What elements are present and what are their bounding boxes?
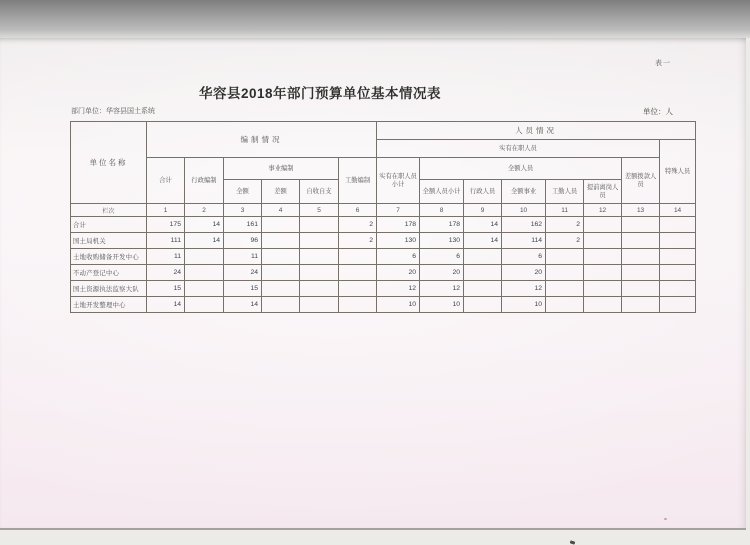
data-cell xyxy=(300,281,339,297)
data-cell: 2 xyxy=(546,233,584,249)
data-cell xyxy=(339,249,377,265)
data-cell: 15 xyxy=(147,281,185,297)
data-cell xyxy=(464,297,502,313)
column-number-cell: 3 xyxy=(224,204,262,217)
column-number-cell: 13 xyxy=(622,204,660,217)
data-cell: 12 xyxy=(420,281,464,297)
data-cell: 14 xyxy=(464,217,502,233)
header-total: 合计 xyxy=(147,158,185,204)
header-partial-funding-staff: 差额拨款人员 xyxy=(622,158,660,204)
header-active-staff-group: 实有在职人员 xyxy=(377,140,660,158)
data-cell: 130 xyxy=(377,233,420,249)
data-cell xyxy=(185,249,224,265)
header-logistics-establishment: 工勤编制 xyxy=(339,158,377,204)
column-number-cell: 10 xyxy=(502,204,546,217)
scan-speck xyxy=(664,518,667,520)
page-title: 华容县2018年部门预算单位基本情况表 xyxy=(198,86,442,101)
data-cell xyxy=(185,265,224,281)
scanner-background-band xyxy=(0,0,750,38)
data-cell: 178 xyxy=(377,217,420,233)
data-cell: 11 xyxy=(147,249,185,265)
data-cell: 20 xyxy=(502,265,546,281)
row-name-cell: 国土资源执法监察大队 xyxy=(71,281,147,297)
data-cell xyxy=(660,233,696,249)
data-cell xyxy=(464,281,502,297)
data-cell xyxy=(660,297,696,313)
data-cell xyxy=(464,249,502,265)
column-number-cell: 7 xyxy=(377,204,420,217)
row-name-cell: 合计 xyxy=(71,217,147,233)
data-cell xyxy=(584,217,622,233)
data-cell: 6 xyxy=(377,249,420,265)
header-active-staff-subtotal: 实有在职人员小计 xyxy=(377,158,420,204)
data-cell xyxy=(339,297,377,313)
data-cell: 24 xyxy=(224,265,262,281)
data-cell xyxy=(546,281,584,297)
data-cell: 130 xyxy=(420,233,464,249)
data-cell xyxy=(584,249,622,265)
header-institution-establishment: 事业编制 xyxy=(224,158,339,180)
data-cell: 15 xyxy=(224,281,262,297)
data-cell: 14 xyxy=(147,297,185,313)
data-cell: 14 xyxy=(224,297,262,313)
page-number-mark: 表一 xyxy=(655,60,671,67)
data-cell xyxy=(339,265,377,281)
column-number-cell: 4 xyxy=(262,204,300,217)
data-cell xyxy=(546,265,584,281)
column-number-cell: 12 xyxy=(584,204,622,217)
row-name-cell: 不动产登记中心 xyxy=(71,265,147,281)
data-cell xyxy=(660,217,696,233)
column-number-cell: 2 xyxy=(185,204,224,217)
data-cell: 6 xyxy=(502,249,546,265)
data-cell: 14 xyxy=(464,233,502,249)
data-cell xyxy=(262,281,300,297)
data-cell xyxy=(622,233,660,249)
table-row xyxy=(71,297,696,313)
data-cell: 20 xyxy=(420,265,464,281)
numbering-row xyxy=(71,204,696,217)
data-cell xyxy=(622,217,660,233)
header-partial-funding: 差额 xyxy=(262,180,300,204)
header-special-staff: 特殊人员 xyxy=(660,140,696,204)
column-number-cell: 1 xyxy=(147,204,185,217)
lane-label-cell: 栏次 xyxy=(71,204,147,217)
column-number-cell: 6 xyxy=(339,204,377,217)
data-cell xyxy=(622,265,660,281)
data-cell xyxy=(262,265,300,281)
data-cell: 2 xyxy=(339,233,377,249)
header-self-supporting: 自收自支 xyxy=(300,180,339,204)
department-note: 部门单位：华容县国土系统 xyxy=(71,108,155,115)
data-cell xyxy=(546,297,584,313)
data-cell: 178 xyxy=(420,217,464,233)
data-cell xyxy=(300,249,339,265)
data-cell xyxy=(185,297,224,313)
data-cell: 14 xyxy=(185,233,224,249)
table-body xyxy=(71,217,696,313)
data-cell xyxy=(622,297,660,313)
header-unit-name: 单位名称 xyxy=(71,122,147,204)
table-row xyxy=(71,217,696,233)
data-cell xyxy=(584,281,622,297)
data-cell: 111 xyxy=(147,233,185,249)
table-row xyxy=(71,281,696,297)
data-cell xyxy=(622,281,660,297)
data-cell xyxy=(300,265,339,281)
data-cell xyxy=(546,249,584,265)
data-cell xyxy=(660,249,696,265)
data-cell xyxy=(262,249,300,265)
data-cell: 14 xyxy=(185,217,224,233)
header-logistics-staff: 工勤人员 xyxy=(546,180,584,204)
data-cell xyxy=(300,217,339,233)
budget-table-wrapper xyxy=(70,121,696,313)
data-cell: 10 xyxy=(502,297,546,313)
data-cell xyxy=(262,297,300,313)
data-cell: 162 xyxy=(502,217,546,233)
data-cell xyxy=(339,281,377,297)
data-cell: 10 xyxy=(377,297,420,313)
data-cell: 161 xyxy=(224,217,262,233)
data-cell: 10 xyxy=(420,297,464,313)
header-full-funding-staff-group: 全额人员 xyxy=(420,158,622,180)
data-cell xyxy=(262,233,300,249)
data-cell: 2 xyxy=(546,217,584,233)
data-cell xyxy=(262,217,300,233)
budget-table xyxy=(70,121,696,313)
data-cell: 175 xyxy=(147,217,185,233)
data-cell xyxy=(660,265,696,281)
data-cell: 114 xyxy=(502,233,546,249)
data-cell: 6 xyxy=(420,249,464,265)
header-admin-staff: 行政人员 xyxy=(464,180,502,204)
unit-note: 单位：人 xyxy=(643,107,673,116)
column-number-cell: 8 xyxy=(420,204,464,217)
scanned-page xyxy=(0,38,746,530)
column-number-cell: 14 xyxy=(660,204,696,217)
table-row xyxy=(71,233,696,249)
data-cell: 96 xyxy=(224,233,262,249)
data-cell: 24 xyxy=(147,265,185,281)
table-row xyxy=(71,249,696,265)
data-cell xyxy=(660,281,696,297)
column-number-cell: 11 xyxy=(546,204,584,217)
header-full-funding: 全额 xyxy=(224,180,262,204)
header-full-funding-subtotal: 全额人员小计 xyxy=(420,180,464,204)
row-name-cell: 国土局机关 xyxy=(71,233,147,249)
column-number-cell: 9 xyxy=(464,204,502,217)
data-cell xyxy=(584,233,622,249)
row-name-cell: 土地收购储备开发中心 xyxy=(71,249,147,265)
header-full-institution-staff: 全额事业 xyxy=(502,180,546,204)
data-cell xyxy=(300,297,339,313)
header-personnel-group: 人员情况 xyxy=(377,122,696,140)
header-establishment-group: 编制情况 xyxy=(147,122,377,158)
data-cell: 20 xyxy=(377,265,420,281)
data-cell xyxy=(300,233,339,249)
header-admin-establishment: 行政编制 xyxy=(185,158,224,204)
row-name-cell: 土地开发整理中心 xyxy=(71,297,147,313)
header-early-retirement-staff: 提前离岗人员 xyxy=(584,180,622,204)
data-cell: 12 xyxy=(502,281,546,297)
data-cell: 12 xyxy=(377,281,420,297)
data-cell xyxy=(185,281,224,297)
scan-speck xyxy=(570,540,576,544)
data-cell: 2 xyxy=(339,217,377,233)
data-cell xyxy=(584,297,622,313)
table-row xyxy=(71,265,696,281)
data-cell xyxy=(584,265,622,281)
data-cell: 11 xyxy=(224,249,262,265)
data-cell xyxy=(464,265,502,281)
column-number-cell: 5 xyxy=(300,204,339,217)
data-cell xyxy=(622,249,660,265)
